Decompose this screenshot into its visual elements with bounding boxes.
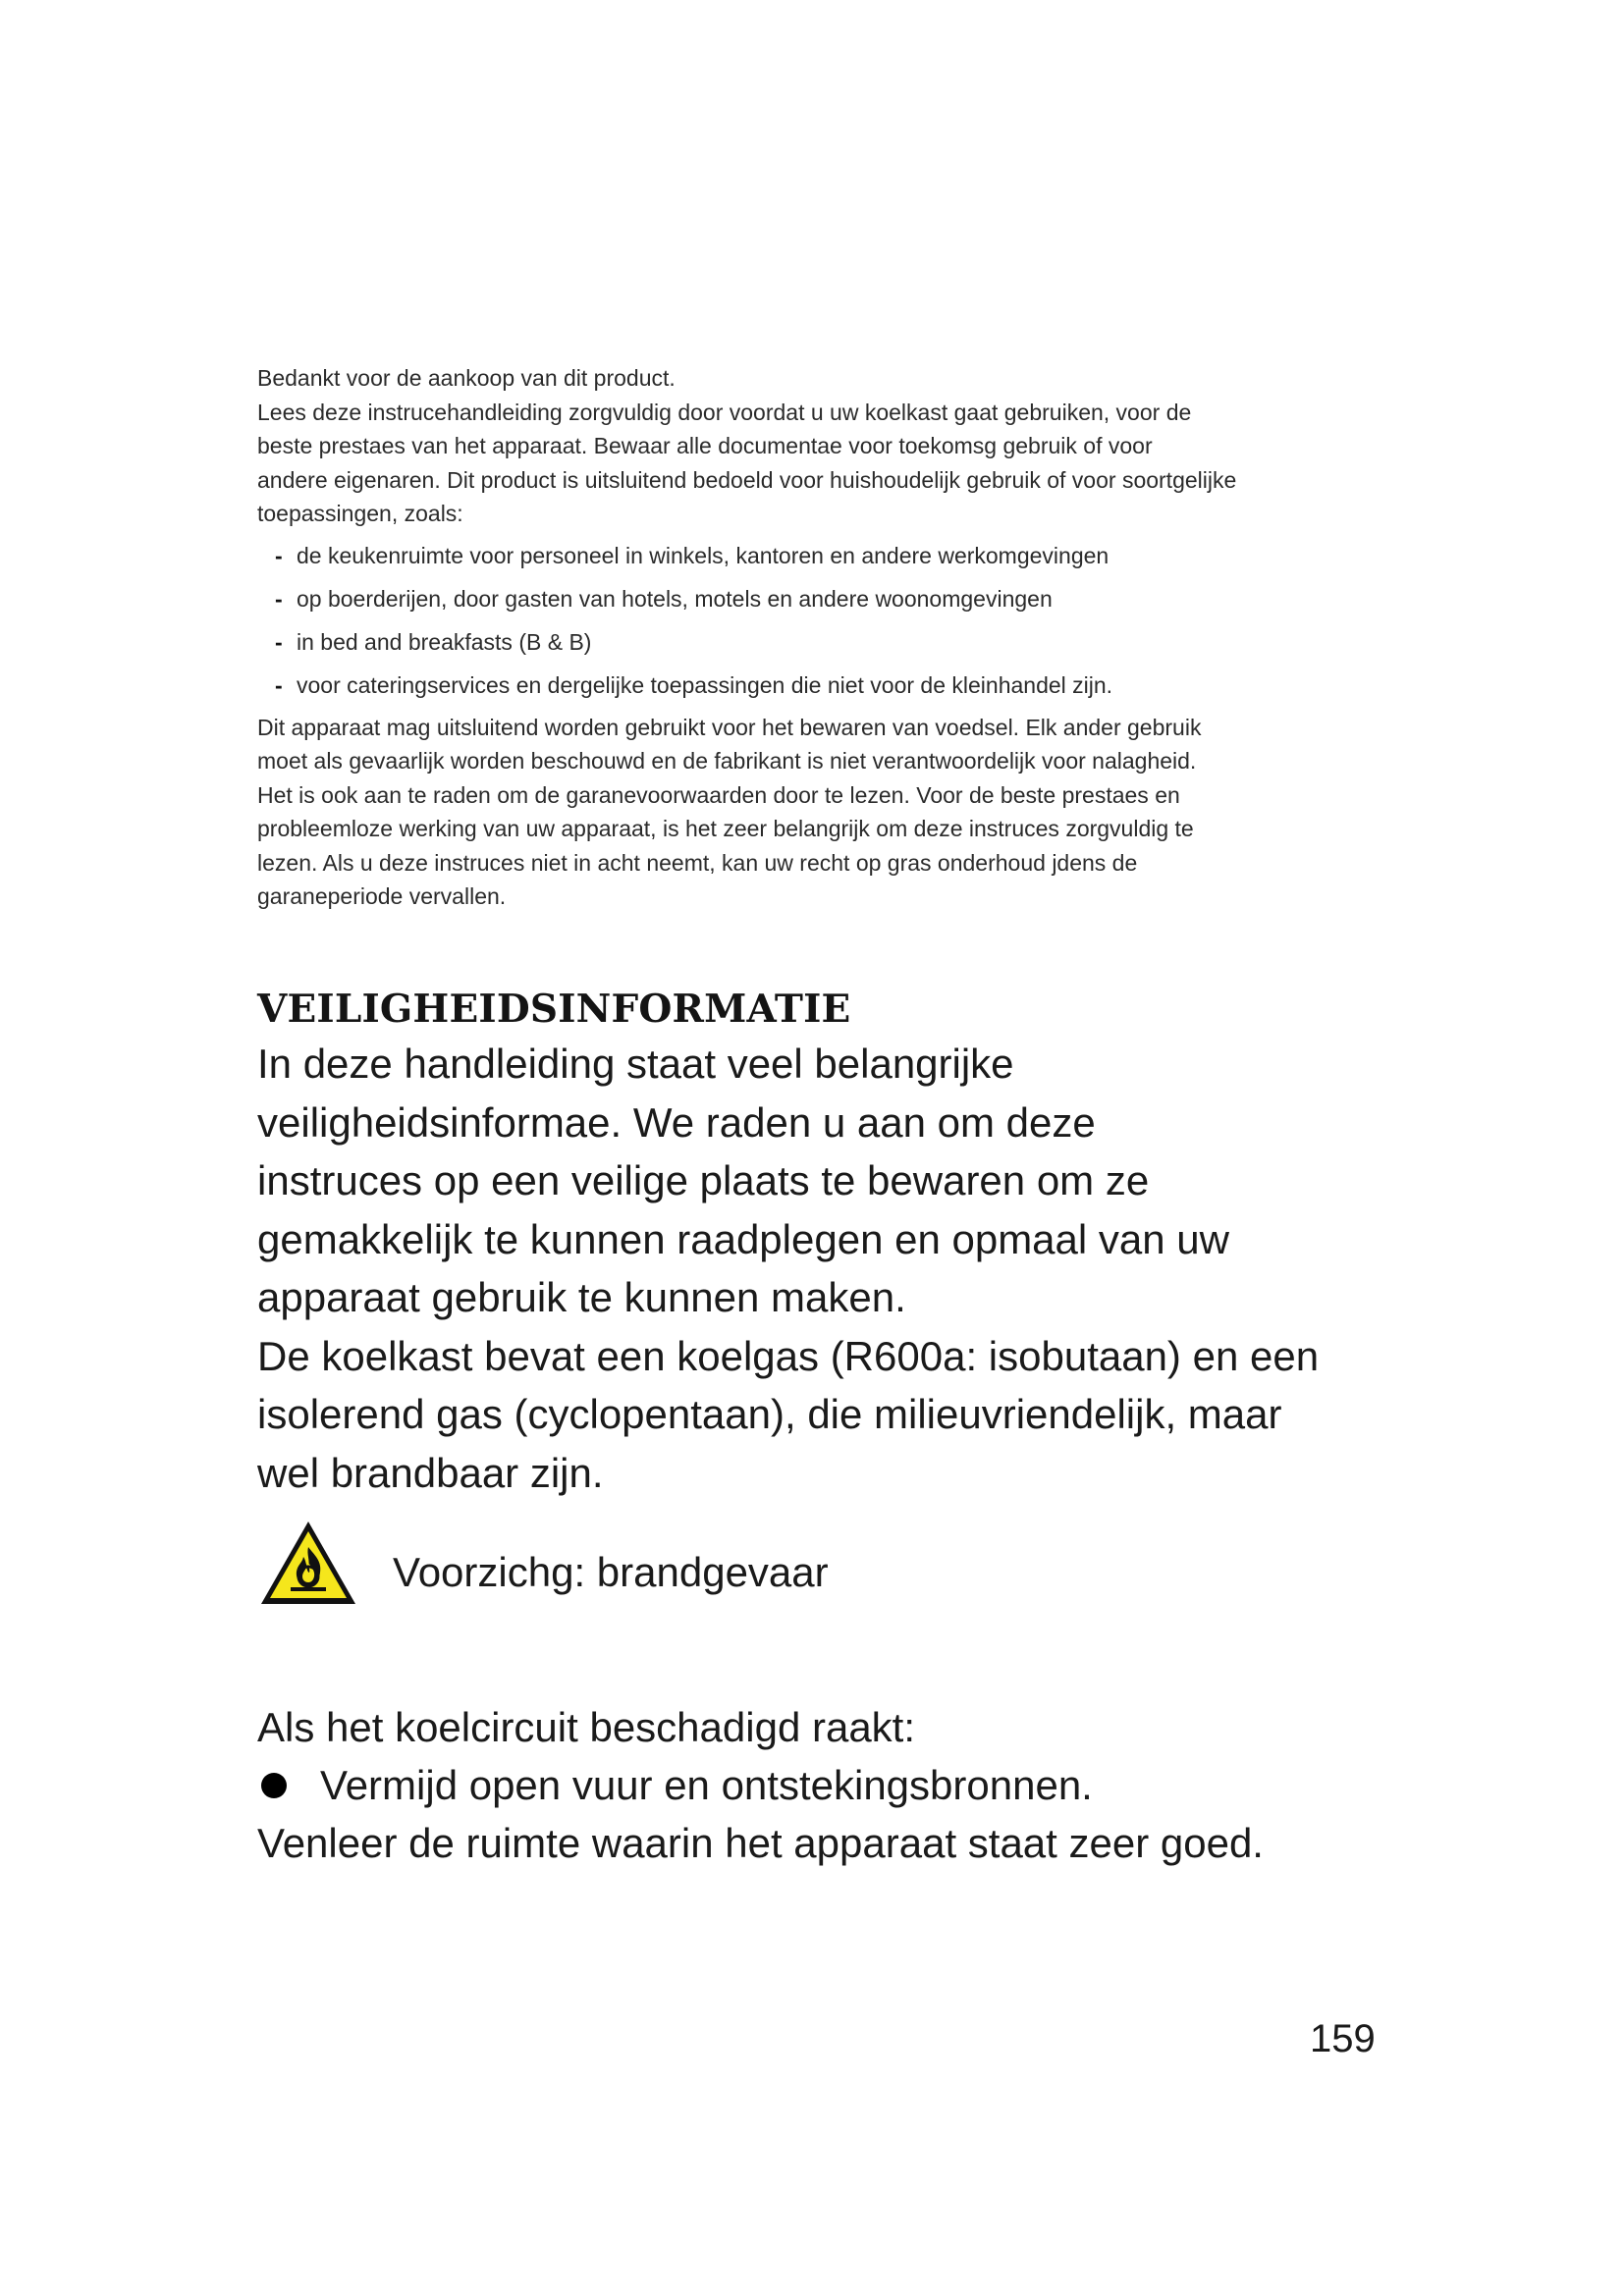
intro-line: beste prestaes van het apparaat. Bewaar alle documentae voor toekomsg gebruik of voor <box>257 433 1153 458</box>
safety-line: wel brandbaar zijn. <box>257 1449 604 1496</box>
safety-line: In deze handleiding staat veel belangrijke <box>257 1041 1014 1087</box>
list-item-text: in bed and breakfasts (B & B) <box>297 628 592 655</box>
safety-line: instruces op een veilige plaats te bewaren om ze <box>257 1157 1150 1203</box>
section-heading: VEILIGHEIDSINFORMATIE <box>257 987 851 1032</box>
safety-line: isolerend gas (cyclopentaan), die milieuvriendelijk, maar <box>257 1391 1282 1437</box>
damage-intro: Als het koelcircuit beschadigd raakt: <box>257 1704 916 1750</box>
list-item <box>275 577 1377 620</box>
list-item <box>275 534 1377 577</box>
intro-line: Dit apparaat mag uitsluitend worden gebruikt voor het bewaren van voedsel. Elk ander gebruik <box>257 714 1202 740</box>
warning-label: Voorzichg: brandgevaar <box>393 1549 829 1595</box>
fire-warning <box>257 1518 1141 1626</box>
intro-line: moet als gevaarlijk worden beschouwd en de fabrikant is niet verantwoordelijk voor nalagheid. <box>257 748 1197 774</box>
intro-line: Lees deze instrucehandleiding zorgvuldig door voordat u uw koelkast gaat gebruiken, voor de <box>257 399 1192 425</box>
intro-line: probleemloze werking van uw apparaat, is het zeer belangrijk om deze instruces zorgvuldig te <box>257 816 1194 841</box>
safety-line: gemakkelijk te kunnen raadplegen en opmaal van uw <box>257 1215 1229 1262</box>
intro-line: Bedankt voor de aankoop van dit product. <box>257 365 676 391</box>
dash-bullet: - <box>275 628 283 655</box>
dash-bullet: - <box>275 671 283 698</box>
list-item-text: voor cateringservices en dergelijke toepassingen die niet voor de kleinhandel zijn. <box>297 671 1113 698</box>
list-item-text: de keukenruimte voor personeel in winkels, kantoren en andere werkomgevingen <box>297 542 1110 568</box>
bullet-dot-icon <box>261 1773 287 1798</box>
usage-list <box>257 534 1377 707</box>
intro-line: toepassingen, zoals: <box>257 501 463 526</box>
safety-section <box>257 984 1396 1502</box>
intro-paragraph-1 <box>257 361 1377 531</box>
list-item <box>275 620 1377 664</box>
safety-line: veiligheidsinformae. We raden u aan om deze <box>257 1098 1096 1146</box>
page-number: 159 <box>1310 2017 1376 2060</box>
damage-section <box>257 1698 1396 1872</box>
safety-line: De koelkast bevat een koelgas (R600a: isobutaan) en een <box>257 1332 1320 1379</box>
intro-paragraph-2 <box>257 711 1377 914</box>
list-item-text: op boerderijen, door gasten van hotels, motels en andere woonomgevingen <box>297 585 1053 612</box>
fire-hazard-icon <box>257 1518 359 1610</box>
safety-paragraph <box>257 1035 1396 1502</box>
intro-line: garaneperiode vervallen. <box>257 883 507 909</box>
intro-line: andere eigenaren. Dit product is uitsluitend bedoeld voor huishoudelijk gebruik of voor soortgelijke <box>257 466 1237 493</box>
list-item <box>275 664 1377 707</box>
dash-bullet: - <box>275 585 283 612</box>
intro-line: Het is ook aan te raden om de garanevoorwaarden door te lezen. Voor de beste prestaes en <box>257 781 1180 808</box>
damage-bullet-item <box>257 1756 1396 1814</box>
damage-bullet-text: Vermijd open vuur en ontstekingsbronnen. <box>320 1762 1093 1808</box>
intro-line: lezen. Als u deze instruces niet in acht neemt, kan uw recht op gras onderhoud jdens de <box>257 849 1138 876</box>
damage-last-line: Venleer de ruimte waarin het apparaat staat zeer goed. <box>257 1820 1264 1866</box>
safety-line: apparaat gebruik te kunnen maken. <box>257 1274 906 1320</box>
dash-bullet: - <box>275 542 283 568</box>
intro-section <box>257 361 1377 914</box>
